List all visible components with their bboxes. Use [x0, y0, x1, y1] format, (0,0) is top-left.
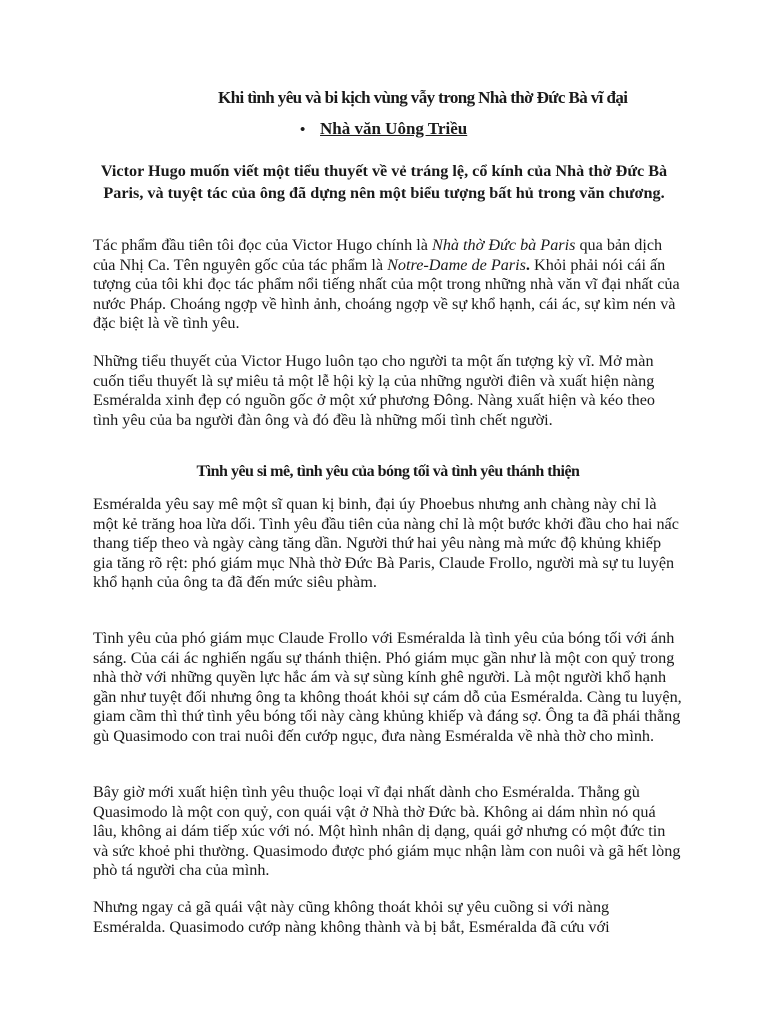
author-line: [300, 119, 467, 139]
paragraph-3: Esméralda yêu say mê một sĩ quan kị binh, đại úy Phoebus nhưng anh chàng này chỉ là một kẻ trăng hoa lừa dối. Tình yêu đầu tiên của nàng chỉ là một bước khởi đầu cho hai nấc thang tiếp theo và ngày càng tăng dần. Người thứ hai yêu nàng mà mức độ khủng khiếp gia tăng rõ rệt: phó giám mục Nhà thờ Đức Bà Paris, Claude Frollo, người mà sự tu luyện khổ hạnh của ông ta đã đến mức siêu phàm.: [93, 495, 679, 591]
paragraph-5: Bây giờ mới xuất hiện tình yêu thuộc loại vĩ đại nhất dành cho Esméralda. Thằng gù Quasimodo là một con quỷ, con quái vật ở Nhà thờ Đức bà. Không ai dám nhìn nó quá lâu, không ai dám tiếp xúc với nó. Một hình nhân dị dạng, quái gở nhưng có một đức tin và sức khoẻ phi thường. Quasimodo được phó giám mục nhận làm con nuôi và gã hết lòng phò tá người cha của mình.: [93, 783, 681, 879]
p1-book-title: Nhà thờ Đức bà Paris: [432, 236, 576, 254]
section-subheading: Tình yêu si mê, tình yêu của bóng tối và tình yêu thánh thiện: [196, 463, 580, 480]
p1-text-b: qua bản dịch của Nhị Ca. Tên nguyên gốc của tác phẩm là: [93, 236, 663, 274]
p1-text-a: Tác phẩm đầu tiên tôi đọc của Victor Hugo chính là: [93, 236, 433, 254]
author-name: Nhà văn Uông Triều: [320, 119, 468, 138]
lead-paragraph: Victor Hugo muốn viết một tiểu thuyết về vẻ tráng lệ, cổ kính của Nhà thờ Đức Bà Paris, và tuyệt tác của ông đã dựng nên một biểu tượng bất hủ trong văn chương.: [100, 162, 668, 202]
paragraph-1: [93, 236, 683, 334]
bullet-icon: •: [300, 122, 306, 138]
p1-original-title: Notre-Dame de Paris: [387, 255, 526, 274]
p1-text-c: Khỏi phải nói cái ấn tượng của tôi khi đọc tác phẩm nổi tiếng nhất của một trong những nhà văn vĩ đại nhất của nước Pháp. Choáng ngợp về hình ảnh, choáng ngợp về sự khổ hạnh, cái ác, sự kìm nén và đặc biệt là về tình yêu.: [93, 255, 680, 332]
paragraph-4: Tình yêu của phó giám mục Claude Frollo với Esméralda là tình yêu của bóng tối với ánh sáng. Của cái ác nghiến ngấu sự thánh thiện. Phó giám mục gần như là một con quỷ trong nhà thờ với những quyền lực hắc ám và sự sùng kính ghê người. Là một người khổ hạnh gần như tuyệt đối nhưng ông ta không thoát khỏi sự cám dỗ của Esméralda. Càng tu luyện, giam cầm thì thứ tình yêu bóng tối này càng khủng khiếp và đáng sợ. Ông ta đã phái thằng gù Quasimodo con trai nuôi đến cướp ngục, đưa nàng Esméralda về nhà thờ cho mình.: [93, 629, 682, 745]
paragraph-2: Những tiểu thuyết của Victor Hugo luôn tạo cho người ta một ấn tượng kỳ vĩ. Mở màn cuốn tiểu thuyết là sự miêu tả một lễ hội kỳ lạ của những người điên và xuất hiện nàng Esméralda xinh đẹp có nguồn gốc ở một xứ phương Đông. Nàng xuất hiện và kéo theo tình yêu của ba người đàn ông và đó đều là những mối tình chết người.: [93, 352, 655, 429]
paragraph-6: Nhưng ngay cả gã quái vật này cũng không thoát khỏi sự yêu cuồng si với nàng Esméralda. Quasimodo cướp nàng không thành và bị bắt, Esméralda đã cứu với: [93, 898, 610, 936]
p1-bold-period: .: [525, 255, 530, 274]
article-title: Khi tình yêu và bi kịch vùng vẫy trong Nhà thờ Đức Bà vĩ đại: [218, 88, 628, 107]
